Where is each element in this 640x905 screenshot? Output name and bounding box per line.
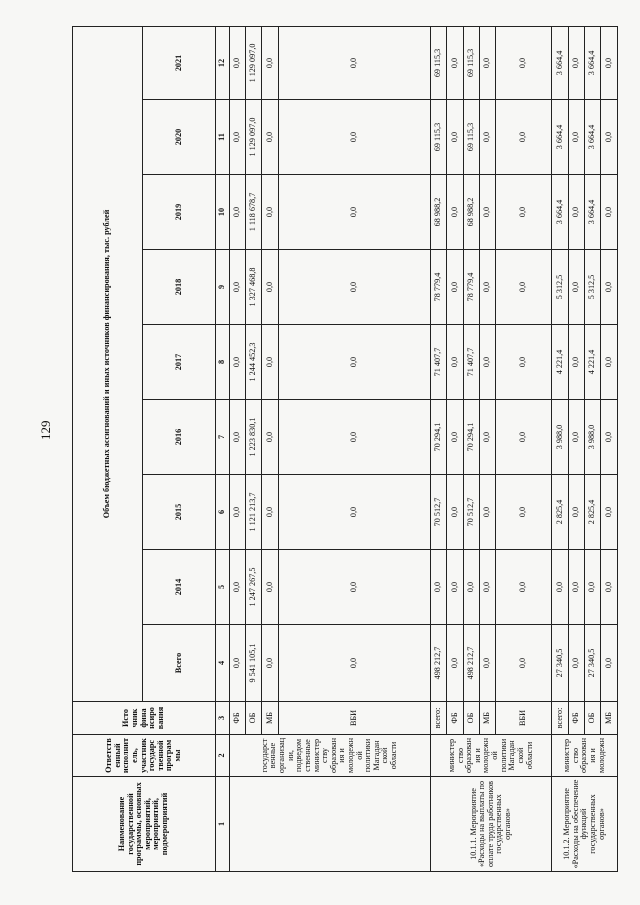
cell-value: 0,0	[447, 550, 463, 625]
cell-value: 3 988,0	[585, 400, 601, 475]
header-source: Исто чник фина нсиро вания	[73, 702, 216, 735]
cell-value: 1 129 097,0	[246, 100, 262, 175]
cell-value: 0,0	[601, 250, 618, 325]
row-source: ФБ	[568, 702, 584, 735]
cell-value: 1 223 830,1	[246, 400, 262, 475]
header-year: 2015	[143, 475, 216, 550]
cell-value: 69 115,3	[430, 100, 446, 175]
cell-value: 0,0	[496, 475, 552, 550]
cell-value: 0,0	[262, 550, 278, 625]
cell-value: 0,0	[496, 625, 552, 702]
cell-value: 3 664,4	[552, 26, 568, 99]
cell-value: 78 779,4	[463, 250, 479, 325]
row-source: ОБ	[585, 702, 601, 735]
cell-value: 0,0	[278, 175, 430, 250]
cell-value: 0,0	[447, 100, 463, 175]
cell-value: 1 247 267,5	[246, 550, 262, 625]
cell-value: 0,0	[262, 100, 278, 175]
cell-value: 0,0	[479, 475, 495, 550]
cell-value: 0,0	[601, 26, 618, 99]
cell-value: 0,0	[601, 625, 618, 702]
cell-value: 3 664,4	[585, 26, 601, 99]
cell-value: 2 825,4	[585, 475, 601, 550]
cell-value: 0,0	[568, 26, 584, 99]
cell-value: 0,0	[568, 325, 584, 400]
cell-value: 3 664,4	[552, 175, 568, 250]
cell-value: 0,0	[278, 475, 430, 550]
table-row	[552, 26, 568, 871]
cell-value: 0,0	[447, 400, 463, 475]
cell-value: 69 115,3	[430, 26, 446, 99]
cell-value: 0,0	[229, 625, 245, 702]
cell-value: 0,0	[278, 550, 430, 625]
cell-value: 0,0	[479, 175, 495, 250]
row-source: всего:	[552, 702, 568, 735]
cell-value: 0,0	[447, 325, 463, 400]
column-number: 5	[215, 550, 229, 625]
header-year: 2018	[143, 250, 216, 325]
cell-value: 0,0	[568, 400, 584, 475]
cell-value: 0,0	[278, 250, 430, 325]
cell-value: 78 779,4	[430, 250, 446, 325]
cell-value: 0,0	[601, 175, 618, 250]
cell-value: 69 115,3	[463, 26, 479, 99]
column-number: 4	[215, 625, 229, 702]
header-year: 2020	[143, 100, 216, 175]
table-row	[430, 26, 446, 871]
row-source: ФБ	[229, 702, 245, 735]
header-year: 2016	[143, 400, 216, 475]
row-source: всего:	[430, 702, 446, 735]
cell-value: 0,0	[568, 550, 584, 625]
cell-value: 0,0	[601, 100, 618, 175]
cell-value: 0,0	[479, 625, 495, 702]
cell-value: 0,0	[496, 250, 552, 325]
cell-value: 0,0	[447, 175, 463, 250]
cell-value: 70 294,1	[463, 400, 479, 475]
cell-value: 0,0	[496, 100, 552, 175]
cell-value: 0,0	[262, 26, 278, 99]
header-year: Всего	[143, 625, 216, 702]
cell-value: 0,0	[262, 325, 278, 400]
row-source: МБ	[262, 702, 278, 735]
cell-value: 0,0	[229, 400, 245, 475]
column-number: 9	[215, 250, 229, 325]
cell-value: 0,0	[229, 325, 245, 400]
cell-value: 0,0	[496, 26, 552, 99]
header-funding-group: Объем бюджетных ассигнований и иных источников финансирования, тыс. рублей	[73, 26, 143, 701]
cell-value: 0,0	[568, 175, 584, 250]
cell-value: 0,0	[229, 550, 245, 625]
row-source: ОБ	[463, 702, 479, 735]
header-name: Наименование государственной программы, основных мероприятий, мероприятий, подмероприятий	[73, 777, 216, 872]
cell-value: 3 664,4	[585, 100, 601, 175]
cell-value: 0,0	[229, 175, 245, 250]
cell-value: 0,0	[479, 26, 495, 99]
cell-value: 0,0	[447, 26, 463, 99]
cell-value: 71 407,7	[463, 325, 479, 400]
cell-value: 0,0	[262, 475, 278, 550]
cell-value: 0,0	[496, 400, 552, 475]
column-number: 3	[215, 702, 229, 735]
cell-value: 0,0	[278, 400, 430, 475]
cell-value: 1 327 468,8	[246, 250, 262, 325]
cell-value: 0,0	[278, 100, 430, 175]
cell-value: 0,0	[229, 100, 245, 175]
cell-value: 5 312,5	[585, 250, 601, 325]
cell-value: 3 988,0	[552, 400, 568, 475]
column-number: 11	[215, 100, 229, 175]
cell-value: 0,0	[229, 26, 245, 99]
cell-value: 0,0	[601, 550, 618, 625]
cell-value: 0,0	[447, 625, 463, 702]
row-name: 10.1.2. Мероприятие «Расходы на обеспечение функций государственных органов»	[552, 777, 618, 872]
column-number: 7	[215, 400, 229, 475]
budget-table	[72, 26, 618, 872]
cell-value: 3 664,4	[585, 175, 601, 250]
table-row	[229, 26, 245, 871]
cell-value: 4 221,4	[552, 325, 568, 400]
cell-value: 4 221,4	[585, 325, 601, 400]
cell-value: 68 988,2	[463, 175, 479, 250]
cell-value: 68 988,2	[430, 175, 446, 250]
cell-value: 0,0	[601, 400, 618, 475]
cell-value: 0,0	[496, 325, 552, 400]
cell-value: 5 312,5	[552, 250, 568, 325]
cell-value: 0,0	[463, 550, 479, 625]
cell-value: 0,0	[479, 250, 495, 325]
column-number: 2	[215, 735, 229, 777]
cell-value: 70 512,7	[430, 475, 446, 550]
cell-value: 0,0	[229, 475, 245, 550]
cell-value: 0,0	[430, 550, 446, 625]
row-executor: министер ство образован ия и молодежн ой политики Магадан ской области	[430, 735, 552, 777]
cell-value: 0,0	[262, 625, 278, 702]
cell-value: 71 407,7	[430, 325, 446, 400]
cell-value: 0,0	[278, 625, 430, 702]
cell-value: 0,0	[568, 625, 584, 702]
column-number: 8	[215, 325, 229, 400]
row-source: ФБ	[447, 702, 463, 735]
cell-value: 27 340,5	[552, 625, 568, 702]
cell-value: 0,0	[479, 325, 495, 400]
cell-value: 0,0	[262, 175, 278, 250]
cell-value: 0,0	[568, 250, 584, 325]
cell-value: 0,0	[479, 100, 495, 175]
row-executor: министер ство образован ия и молодежн	[552, 735, 618, 777]
row-name: 10.1.1. Мероприятие «Расходы на выплаты по оплате труда работников государственных органов»	[430, 777, 552, 872]
cell-value: 0,0	[447, 475, 463, 550]
cell-value: 1 121 213,7	[246, 475, 262, 550]
cell-value: 70 512,7	[463, 475, 479, 550]
cell-value: 0,0	[601, 475, 618, 550]
header-executor: Ответств енный исполнит ель, участник государс твенной програм мы	[73, 735, 216, 777]
row-source: ВБИ	[278, 702, 430, 735]
cell-value: 0,0	[278, 26, 430, 99]
cell-value: 0,0	[601, 325, 618, 400]
cell-value: 0,0	[447, 250, 463, 325]
cell-value: 1 244 452,3	[246, 325, 262, 400]
header-row-1	[73, 26, 143, 871]
cell-value: 1 118 678,7	[246, 175, 262, 250]
cell-value: 498 212,7	[463, 625, 479, 702]
column-number: 12	[215, 26, 229, 99]
cell-value: 70 294,1	[430, 400, 446, 475]
cell-value: 9 541 105,1	[246, 625, 262, 702]
cell-value: 0,0	[479, 400, 495, 475]
cell-value: 0,0	[262, 400, 278, 475]
row-source: МБ	[601, 702, 618, 735]
cell-value: 0,0	[552, 550, 568, 625]
column-number: 1	[215, 777, 229, 872]
column-number: 6	[215, 475, 229, 550]
cell-value: 0,0	[229, 250, 245, 325]
cell-value: 0,0	[496, 175, 552, 250]
cell-value: 0,0	[479, 550, 495, 625]
row-source: МБ	[479, 702, 495, 735]
column-number-row	[215, 26, 229, 871]
cell-value: 3 664,4	[552, 100, 568, 175]
cell-value: 0,0	[278, 325, 430, 400]
page-number: 129	[38, 420, 53, 440]
cell-value: 2 825,4	[552, 475, 568, 550]
cell-value: 1 129 097,0	[246, 26, 262, 99]
cell-value: 69 115,3	[463, 100, 479, 175]
header-year: 2017	[143, 325, 216, 400]
header-year: 2014	[143, 550, 216, 625]
cell-value: 0,0	[568, 100, 584, 175]
cell-value: 27 340,5	[585, 625, 601, 702]
row-source: ВБИ	[496, 702, 552, 735]
cell-value: 498 212,7	[430, 625, 446, 702]
cell-value: 0,0	[262, 250, 278, 325]
budget-table-container	[72, 27, 618, 872]
row-source: ОБ	[246, 702, 262, 735]
header-year: 2021	[143, 26, 216, 99]
column-number: 10	[215, 175, 229, 250]
row-name-empty	[229, 777, 430, 872]
cell-value: 0,0	[496, 550, 552, 625]
cell-value: 0,0	[568, 475, 584, 550]
row-executor: государст венные организац ии, подведом ственные министер ству образован ия и молодежн ой политики Магадан ской области	[229, 735, 430, 777]
cell-value: 0,0	[585, 550, 601, 625]
header-year: 2019	[143, 175, 216, 250]
